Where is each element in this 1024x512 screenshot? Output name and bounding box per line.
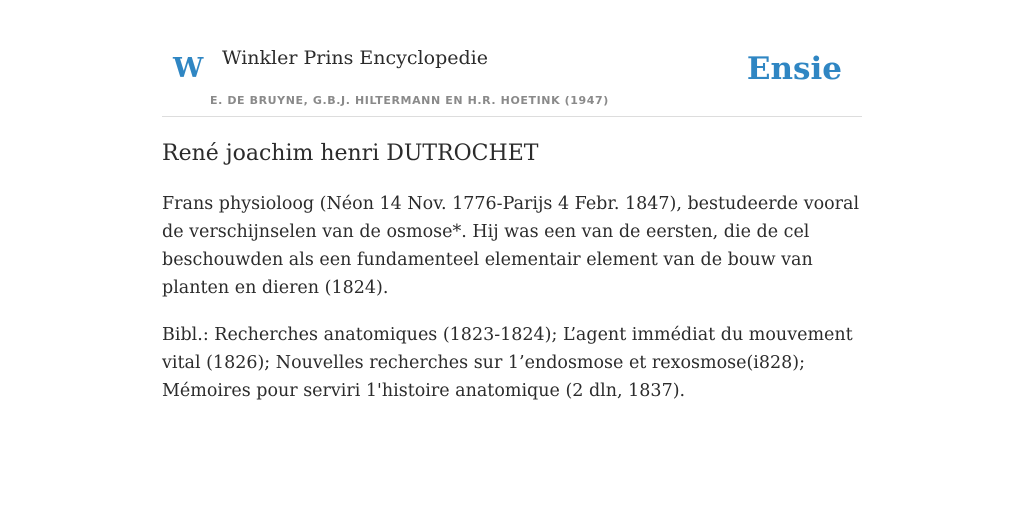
article <box>162 138 864 424</box>
article-title: René joachim henri DUTROCHET <box>162 141 539 166</box>
source-title[interactable]: Winkler Prins Encyclopedie <box>222 47 488 69</box>
winkler-prins-logo[interactable]: W <box>173 53 204 84</box>
article-bibliography: Bibl.: Recherches anatomiques (1823-1824); L’agent immédiat du mouvement vital (1826); Nouvelles recherches sur 1’endosmose et rexosmose(i828); Mémoires pour serviri 1'histoire anatomique (2 dln, 1837). <box>162 325 853 401</box>
source-header <box>162 40 862 117</box>
ensie-logo-link[interactable]: Ensie <box>746 51 842 87</box>
source-authors: E. DE BRUYNE, G.B.J. HILTERMANN EN H.R. HOETINK (1947) <box>210 94 609 107</box>
article-paragraph: Frans physioloog (Néon 14 Nov. 1776-Parijs 4 Febr. 1847), bestudeerde vooral de verschijnselen van de osmose*. Hij was een van de eersten, die de cel beschouwden als een fundamenteel elementair element van de bouw van planten en dieren (1824). <box>162 194 860 298</box>
